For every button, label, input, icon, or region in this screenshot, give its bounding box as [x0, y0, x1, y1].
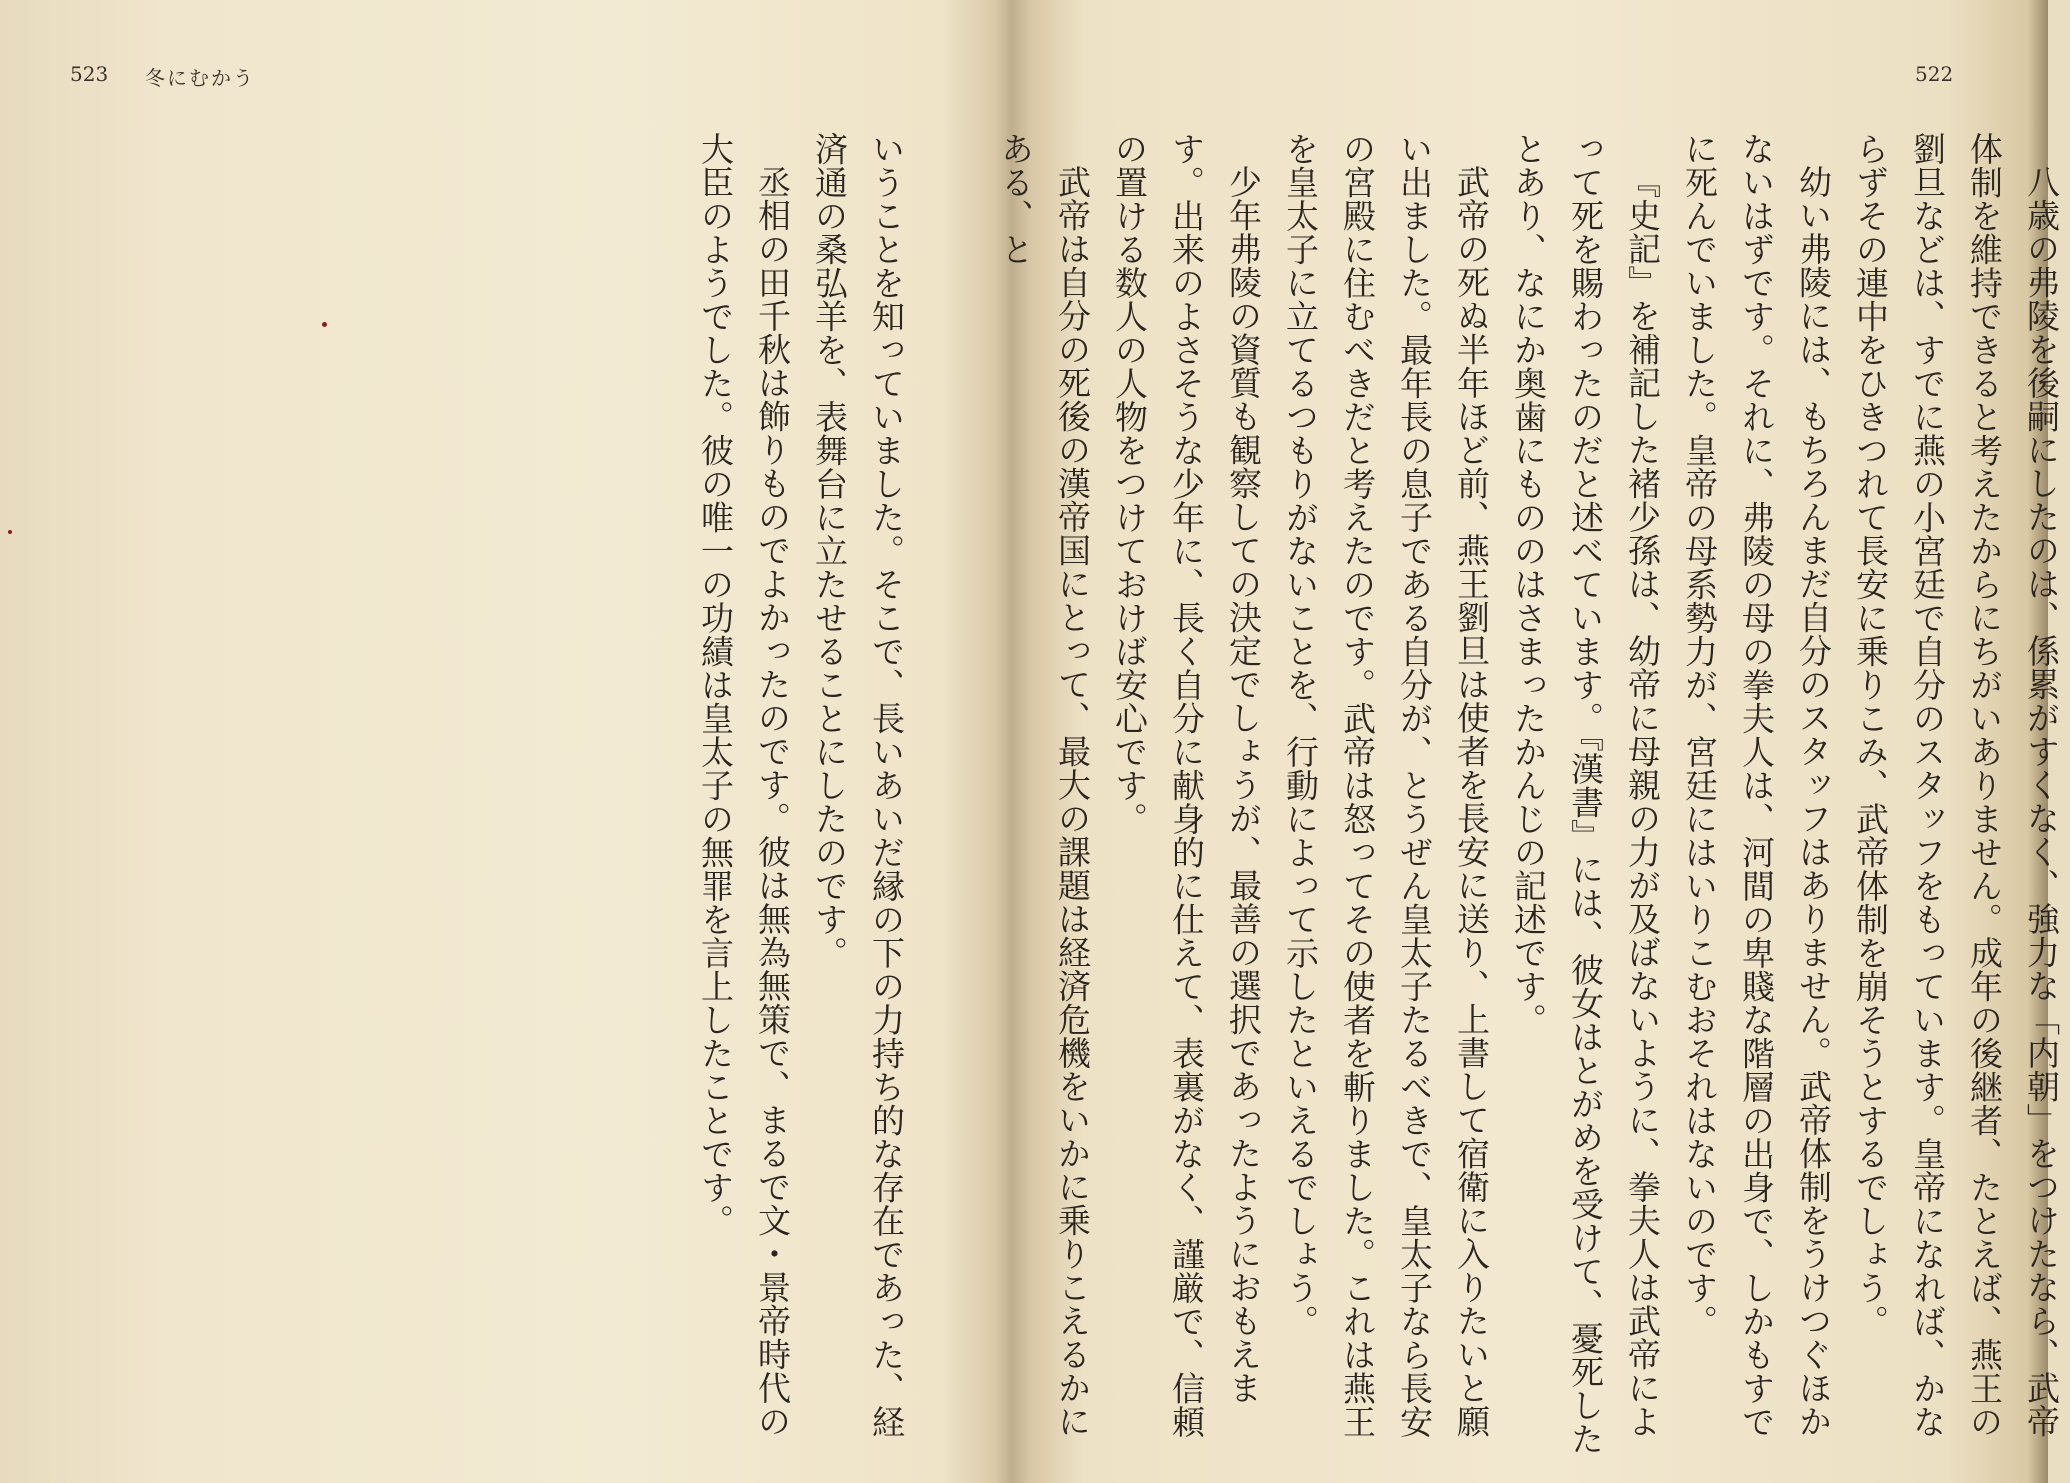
- paragraph: 幼い弗陵には、もちろんまだ自分のスタッフはありません。武帝体制をうけつぐほかないはずです。それに、弗陵の母の拳夫人は、河間の卑賤な階層の出身で、しかもすでに死んでいました。皇帝の母系勢力が、宮廷にはいりこむおそれはないのです。: [1680, 132, 1833, 1439]
- page-number-right: 522: [1915, 62, 1954, 86]
- paragraph: 『史記』を補記した褚少孫は、幼帝に母親の力が及ばないように、拳夫人は武帝によって死を賜わったのだと述べています。『漢書』には、彼女はとがめを受けて、憂死したとあり、なにか奥歯にもののはさまったかんじの記述です。: [1509, 132, 1662, 1456]
- page-number-left: 523: [70, 62, 109, 86]
- running-title: 冬にむかう: [145, 66, 255, 90]
- ink-speck: [8, 530, 12, 534]
- paragraph: いうことを知っていました。そこで、長いあいだ縁の下の力持ち的な存在であった、経済通の桑弘羊を、表舞台に立たせることにしたのです。: [810, 132, 906, 1439]
- left-page: [0, 0, 995, 1483]
- paragraph: 武帝は自分の死後の漢帝国にとって、最大の課題は経済危機をいかに乗りこえるかにある、と: [996, 132, 1092, 1438]
- paragraph: 八歳の弗陵を後嗣にしたのは、係累がすくなく、強力な「内朝」をつけたなら、武帝体制を維持できると考えたからにちがいありません。成年の後継者、たとえば、燕王の劉旦などは、すでに燕の小宮廷で自分のスタッフをもっています。皇帝になれば、かならずその連中をひきつれて長安に乗りこみ、武帝体制を崩そうとするでしょう。: [1851, 132, 2061, 1439]
- paragraph: 丞相の田千秋は飾りものでよかったのです。彼は無為無策で、まるで文・景帝時代の大臣のようでした。彼の唯一の功績は皇太子の無罪を言上したことです。: [696, 132, 792, 1438]
- paragraph: 少年弗陵の資質も観察しての決定でしょうが、最善の選択であったようにおもえます。出来のよさそうな少年に、長く自分に献身的に仕えて、表裏がなく、謹厳で、信頼の置ける数人の人物をつけておけば安心です。: [1110, 132, 1263, 1439]
- ink-speck: [322, 322, 327, 327]
- paragraph: 武帝の死ぬ半年ほど前、燕王劉旦は使者を長安に送り、上書して宿衛に入りたいと願い出ました。最年長の息子である自分が、とうぜん皇太子たるべきで、皇太子なら長安の宮殿に住むべきだと考えたのです。武帝は怒ってその使者を斬りました。これは燕王を皇太子に立てるつもりがないことを、行動によって示したといえるでしょう。: [1281, 132, 1491, 1439]
- right-page: [995, 0, 2061, 1483]
- left-page-body: [696, 132, 915, 1462]
- right-page-body: [996, 132, 2070, 1462]
